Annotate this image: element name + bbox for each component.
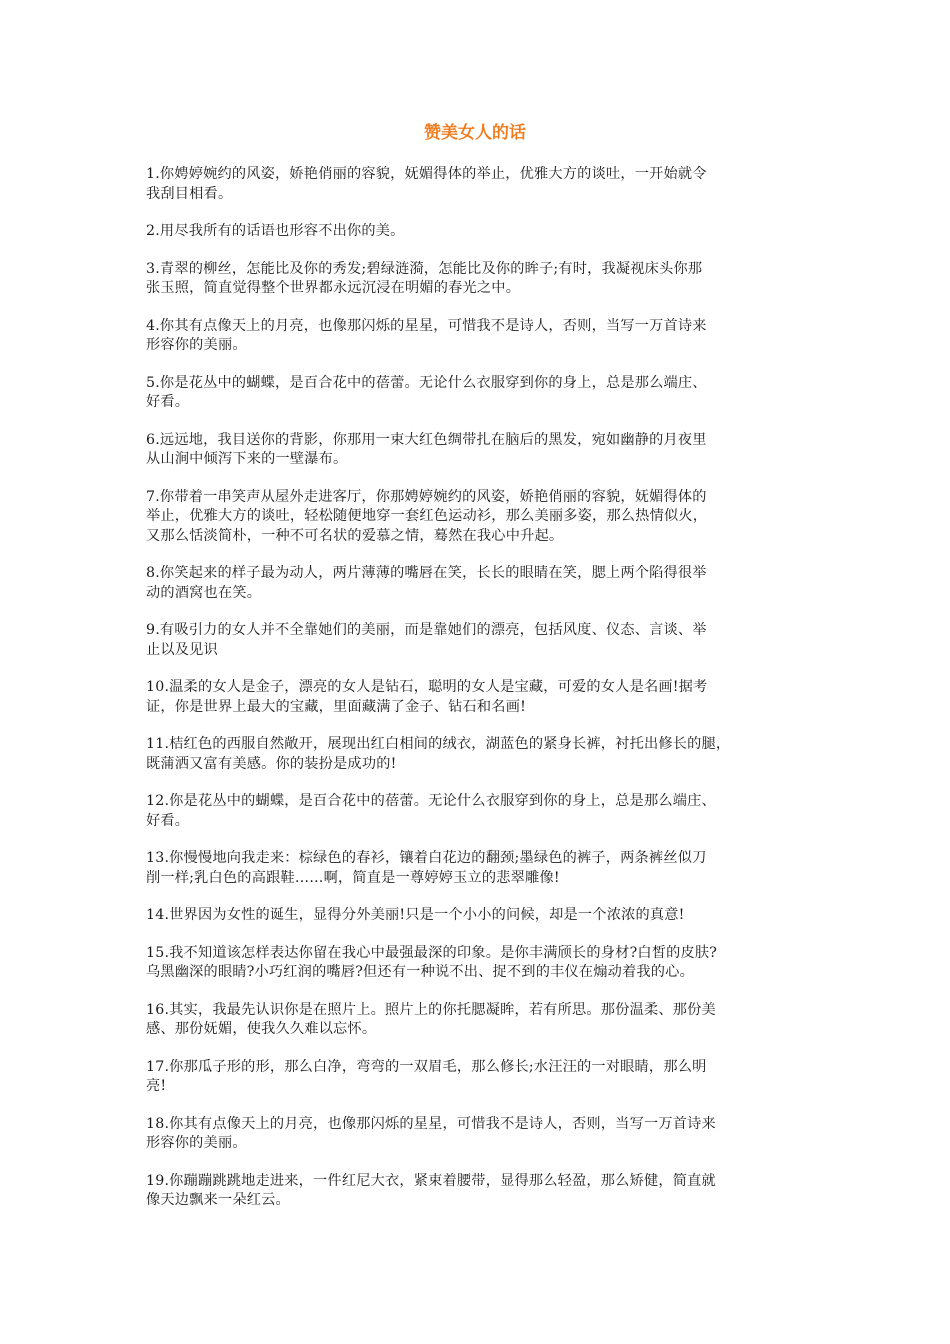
paragraph-8: 8.你笑起来的样子最为动人，两片薄薄的嘴唇在笑，长长的眼睛在笑，腮上两个陷得很举 动的酒窝也在笑。: [146, 565, 707, 601]
paragraph-11: 11.桔红色的西服自然敞开，展现出红白相间的绒衣，湖蓝色的紧身长裤，衬托出修长的腿， 既蒲洒又富有美感。你的装扮是成功的!: [146, 736, 731, 772]
paragraph-10: 10.温柔的女人是金子，漂亮的女人是钻石，聪明的女人是宝藏，可爱的女人是名画!据考 证，你是世界上最大的宝藏，里面藏满了金子、钻石和名画!: [146, 679, 708, 715]
document-title: 赞美女人的话: [424, 123, 526, 143]
paragraph-3: 3.青翠的柳丝，怎能比及你的秀发;碧绿涟漪，怎能比及你的眸子;有时，我凝视床头你那 张玉照，简直觉得整个世界都永远沉浸在明媚的春光之中。: [146, 260, 703, 296]
paragraph-17: 17.你那瓜子形的形，那么白净，弯弯的一双眉毛，那么修长;水汪汪的一对眼睛，那么明 亮!: [146, 1058, 707, 1094]
paragraph-1: 1.你娉婷婉约的风姿，娇艳俏丽的容貌，妩媚得体的举止，优雅大方的谈吐，一开始就令 我刮目相看。: [146, 166, 707, 202]
paragraph-2: 2.用尽我所有的话语也形容不出你的美。: [146, 223, 405, 239]
paragraph-13: 13.你慢慢地向我走来：棕绿色的春衫，镶着白花边的翻颈;墨绿色的裤子，两条裤丝似刀 削一样;乳白色的高跟鞋……啊，简直是一尊婷婷玉立的悲翠雕像!: [146, 850, 707, 886]
paragraph-9: 9.有吸引力的女人并不全靠她们的美丽，而是靠她们的漂亮，包括风度、仪态、言谈、举 止以及见识: [146, 622, 707, 658]
paragraph-5: 5.你是花丛中的蝴蝶，是百合花中的蓓蕾。无论什么衣服穿到你的身上，总是那么端庄、 好看。: [146, 374, 707, 410]
paragraph-19: 19.你蹦蹦跳跳地走进来，一件红尼大衣，紧束着腰带，显得那么轻盈，那么矫健，简直就 像天边飘来一朵红云。: [146, 1172, 716, 1208]
paragraph-7: 7.你带着一串笑声从屋外走进客厅，你那娉婷婉约的风姿，娇艳俏丽的容貌，妩媚得体的 举止，优雅大方的谈吐，轻松随便地穿一套红色运动衫，那么美丽多姿，那么热情似火， 又那么恬淡简朴，一种不可名状的爱慕之情，蓦然在我心中升起。: [146, 488, 708, 544]
document-body: [146, 165, 814, 1229]
paragraph-12: 12.你是花丛中的蝴蝶，是百合花中的蓓蕾。无论什么衣服穿到你的身上，总是那么端庄、 好看。: [146, 793, 716, 829]
paragraph-6: 6.远远地，我目送你的背影，你那用一束大红色绸带扎在脑后的黑发，宛如幽静的月夜里 从山涧中倾泻下来的一壁瀑布。: [146, 431, 707, 467]
paragraph-18: 18.你其有点像天上的月亮，也像那闪烁的星星，可惜我不是诗人，否则，当写一万首诗来 形容你的美丽。: [146, 1115, 716, 1151]
paragraph-15: 15.我不知道该怎样表达你留在我心中最强最深的印象。是你丰满颀长的身材?白皙的皮肤? 乌黑幽深的眼睛?小巧红润的嘴唇?但还有一种说不出、捉不到的丰仪在煽动着我的心。: [146, 944, 718, 980]
paragraph-16: 16.其实，我最先认识你是在照片上。照片上的你托腮凝眸，若有所思。那份温柔、那份美 感、那份妩媚，使我久久难以忘怀。: [146, 1001, 716, 1037]
paragraph-4: 4.你其有点像天上的月亮，也像那闪烁的星星，可惜我不是诗人，否则，当写一万首诗来 形容你的美丽。: [146, 317, 707, 353]
paragraph-14: 14.世界因为女性的诞生，显得分外美丽!只是一个小小的问候，却是一个浓浓的真意!: [146, 907, 685, 923]
